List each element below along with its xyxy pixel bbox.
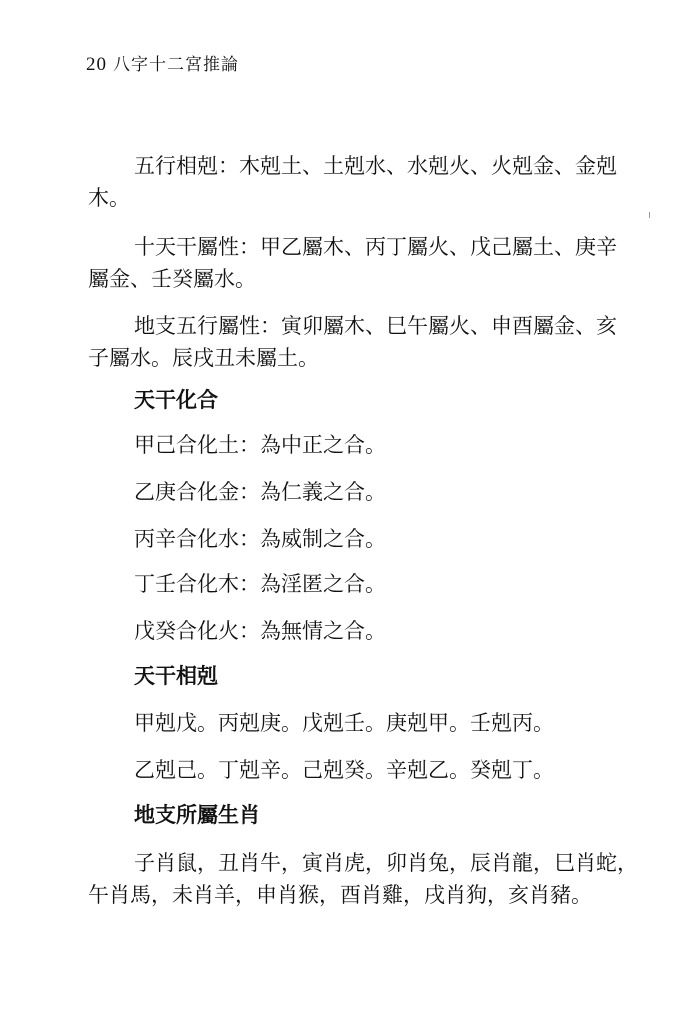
- paragraph-dizhi-shuxing-line1: 地支五行屬性：寅卯屬木、巳午屬火、申酉屬金、亥: [134, 314, 617, 338]
- book-title: 八字十二宮推論: [113, 55, 239, 75]
- paragraph-wuxing-xiangke-line2: 木。: [88, 186, 130, 210]
- section-heading-dizhi-shengxiao: 地支所屬生肖: [134, 803, 260, 827]
- paragraph-dizhi-shuxing-line2: 子屬水。辰戌丑未屬土。: [88, 346, 319, 370]
- page-number: 20: [86, 54, 107, 75]
- section-heading-tiangan-hehua: 天干化合: [134, 388, 218, 412]
- paragraph-shengxiao-line2: 午肖馬，未肖羊，申肖猴，酉肖雞，戌肖狗，亥肖豬。: [88, 883, 592, 907]
- paragraph-shengxiao-line1: 子肖鼠，丑肖牛，寅肖虎，卯肖兔，辰肖龍，巳肖蛇，: [134, 851, 638, 875]
- paragraph-tiangan-shuxing-line1: 十天干屬性：甲乙屬木、丙丁屬火、戊己屬土、庚辛: [134, 235, 617, 259]
- list-item: 丁壬合化木：為淫匿之合。: [134, 572, 386, 596]
- list-item: 丙辛合化水：為威制之合。: [134, 527, 386, 551]
- paragraph-tiangan-shuxing-line2: 屬金、壬癸屬水。: [88, 267, 256, 291]
- list-item: 乙剋己。丁剋辛。己剋癸。辛剋乙。癸剋丁。: [134, 758, 554, 782]
- list-item: 甲剋戊。丙剋庚。戊剋壬。庚剋甲。壬剋丙。: [134, 711, 554, 735]
- list-item: 乙庚合化金：為仁義之合。: [134, 480, 386, 504]
- running-header: [86, 50, 239, 76]
- section-heading-tiangan-xiangke: 天干相剋: [134, 664, 218, 688]
- paragraph-wuxing-xiangke-line1: 五行相剋：木剋土、土剋水、水剋火、火剋金、金剋: [134, 154, 617, 178]
- list-item: 甲己合化土：為中正之合。: [134, 433, 386, 457]
- list-item: 戊癸合化火：為無情之合。: [134, 619, 386, 643]
- margin-mark: [649, 212, 650, 218]
